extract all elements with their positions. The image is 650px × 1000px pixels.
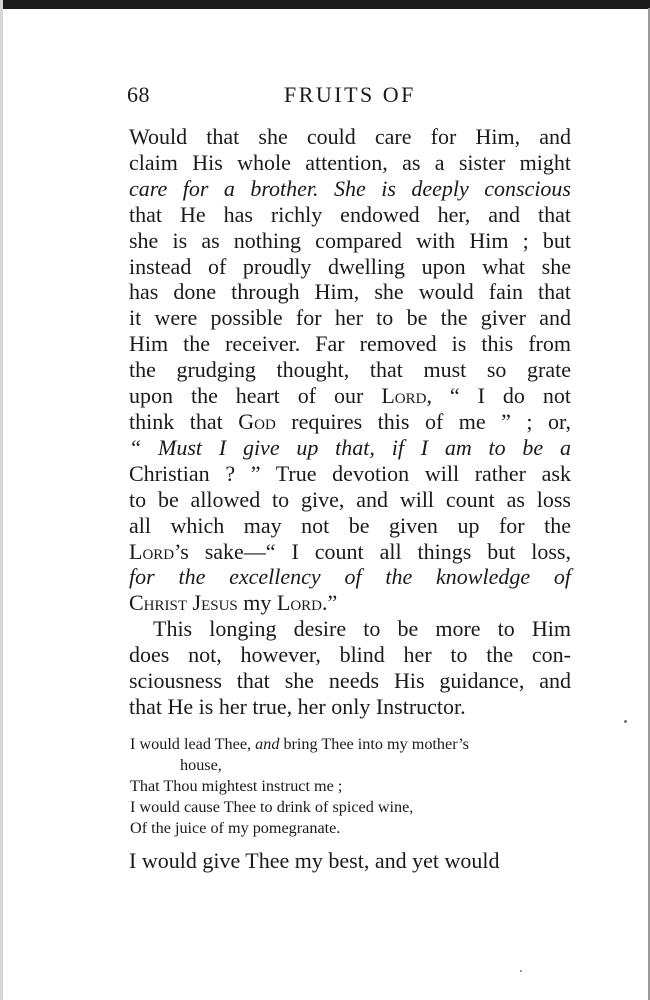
paragraph-2 [129, 616, 571, 720]
text-line: it were possible for her to be the giver and [129, 305, 571, 331]
text-segment: bring Thee into my mother’s [279, 735, 469, 753]
paragraph-1 [129, 124, 571, 616]
verse-line: That Thou mightest instruct me ; [130, 777, 343, 795]
text-line [129, 176, 571, 202]
text-segment: , “ I do not [426, 383, 572, 409]
lord-small-caps: Lord [129, 538, 175, 564]
text-line: This longing desire to be more to Him [153, 616, 571, 642]
text-line: instead of proudly dwelling upon what she [129, 253, 571, 279]
text-line: does not, however, blind her to the con- [129, 642, 571, 668]
closing-text [129, 848, 571, 874]
text-line: all which may not be given up for the [129, 512, 571, 538]
text-line [129, 564, 571, 590]
text-line [129, 435, 571, 461]
text-line: Christian ? ” True devotion will rather ask [129, 460, 571, 486]
text-segment: upon the heart of our [129, 383, 382, 409]
text-line: has done through Him, she would fain that [129, 279, 571, 305]
god-small-caps: God [238, 408, 276, 434]
left-page-edge [0, 0, 3, 1000]
text-line-italic: care for a brother. She is deeply conscious [129, 175, 571, 201]
text-segment-italic: and [255, 735, 280, 753]
text-line: that He is her true, her only Instructor. [129, 693, 466, 719]
lord-small-caps: Lord [381, 383, 427, 409]
page-header [0, 82, 650, 116]
text-segment: .” [322, 590, 338, 616]
text-segment: my [237, 590, 277, 616]
main-text [129, 124, 571, 720]
running-title: FRUITS OF [284, 82, 416, 107]
text-line [129, 539, 571, 565]
text-segment: ’s sake—“ I count all things but loss, [174, 538, 571, 564]
text-line: sciousness that she needs His guidance, and [129, 668, 571, 694]
text-segment: requires this of me ” ; or, [275, 408, 572, 434]
text-line: I would give Thee my best, and yet would [129, 848, 500, 873]
text-line: she is as nothing compared with Him ; but [129, 227, 571, 253]
lord-small-caps: Lord [276, 590, 322, 616]
text-segment: think that [129, 408, 239, 434]
text-line: to be allowed to give, and will count as loss [129, 486, 571, 512]
text-line [129, 383, 571, 409]
text-line [129, 590, 571, 616]
text-segment: I would lead Thee, [130, 735, 256, 753]
text-line: that He has richly endowed her, and that [129, 201, 571, 227]
text-line-italic: for the excellency of the knowledge of [129, 564, 571, 590]
verse-line: Of the juice of my pomegranate. [130, 819, 341, 837]
text-line: the grudging thought, that must so grate [129, 357, 571, 383]
text-line [129, 409, 571, 435]
verse-quotation [130, 734, 580, 839]
text-line-italic: “ Must I give up that, if I am to be a [129, 434, 571, 460]
page-number: 68 [127, 82, 150, 107]
christ-jesus-small-caps: Christ Jesus [129, 590, 238, 616]
verse-line [130, 734, 580, 755]
text-line: claim His whole attention, as a sister might [129, 149, 571, 175]
verse-line-continuation: house, [180, 756, 222, 774]
text-line: Him the receiver. Far removed is this from [129, 331, 571, 357]
top-page-edge [0, 0, 650, 9]
text-line: Would that she could care for Him, and [129, 124, 571, 149]
scan-speck [520, 970, 522, 972]
verse-line: I would cause Thee to drink of spiced wine, [130, 798, 414, 816]
scan-speck [624, 720, 627, 723]
